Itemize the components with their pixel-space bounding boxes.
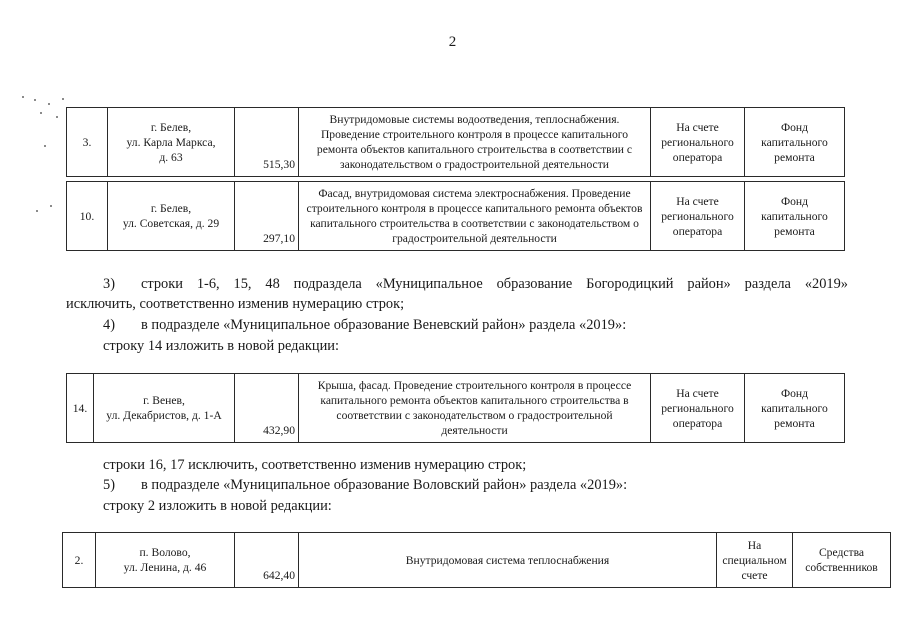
address-city: г. Белев, (150, 202, 192, 215)
table-row (63, 533, 891, 588)
row-number: 3. (67, 108, 108, 177)
table-belev-karla-marksa (66, 107, 845, 177)
paragraph-5-sub: строку 2 изложить в новой редакции: (103, 498, 332, 514)
paragraph-exclude-rows: строки 16, 17 исключить, соответственно изменив нумерацию строк; (103, 457, 527, 473)
account-cell: На счете регионального оператора (651, 374, 745, 443)
row-number: 10. (67, 182, 108, 251)
paragraph-3-text: строки 1-6, 15, 48 подраздела «Муниципальное образование Богородицкий район» раздела «2019» (141, 276, 848, 292)
work-description: Внутридомовая система теплоснабжения (299, 533, 717, 588)
work-description: Внутридомовые системы водоотведения, теплоснабжения. Проведение строительного контроля в процессе капитального ремонта объектов капитального строительства в соответствии с законодательством о градостроительной деятельности (299, 108, 651, 177)
item-marker-4: 4) (103, 317, 115, 333)
address-city: г. Венев, (143, 394, 185, 407)
address-street: ул. Ленина, д. 46 (123, 561, 207, 574)
address-street: ул. Декабристов, д. 1-А (106, 409, 222, 422)
fund-cell: Фонд капитального ремонта (745, 374, 845, 443)
address-cell (94, 374, 235, 443)
paragraph-3-line1 (103, 274, 848, 294)
address-cell (96, 533, 235, 588)
area-cell: 515,30 (235, 108, 299, 177)
account-cell: На счете регионального оператора (651, 182, 745, 251)
paragraph-3-line2: исключить, соответственно изменив нумерацию строк; (66, 296, 405, 312)
address-street: ул. Карла Маркса, (126, 135, 216, 149)
area-cell: 297,10 (235, 182, 299, 251)
work-description: Фасад, внутридомовая система электроснабжения. Проведение строительного контроля в процессе капитального ремонта объектов капитального строительства в соответствии с законодательством о градостроительной деятельности (299, 182, 651, 251)
item-marker-5: 5) (103, 477, 115, 493)
address-city: п. Волово, (139, 546, 191, 559)
table-row (67, 108, 845, 177)
paragraph-4 (103, 315, 848, 335)
address-street: ул. Советская, д. 29 (122, 217, 220, 230)
row-number: 2. (63, 533, 96, 588)
address-house: д. 63 (159, 150, 183, 164)
address-cell (108, 108, 235, 177)
item-marker-3: 3) (103, 276, 115, 292)
table-row (67, 182, 845, 251)
paragraph-5-text: в подразделе «Муниципальное образование Воловский район» раздела «2019»: (141, 477, 628, 493)
table-belev-sovetskaya (66, 181, 845, 251)
account-cell: На счете регионального оператора (651, 108, 745, 177)
page-number: 2 (448, 34, 457, 50)
table-row (67, 374, 845, 443)
address-city: г. Белев, (150, 120, 192, 134)
paragraph-5 (103, 475, 848, 495)
fund-cell: Фонд капитального ремонта (745, 182, 845, 251)
fund-cell: Средства собственников (793, 533, 891, 588)
work-description: Крыша, фасад. Проведение строительного контроля в процессе капитального ремонта объектов капитального строительства в соответствии с законодательством о градостроительной деятельности (299, 374, 651, 443)
row-number: 14. (67, 374, 94, 443)
account-cell: На специальном счете (717, 533, 793, 588)
address-cell (108, 182, 235, 251)
table-volovo-lenina (62, 532, 891, 588)
area-cell: 642,40 (235, 533, 299, 588)
table-venev-dekabristov (66, 373, 845, 443)
paragraph-4-sub: строку 14 изложить в новой редакции: (103, 338, 339, 354)
area-cell: 432,90 (235, 374, 299, 443)
fund-cell: Фонд капитального ремонта (745, 108, 845, 177)
paragraph-4-text: в подразделе «Муниципальное образование Веневский район» раздела «2019»: (141, 317, 627, 333)
